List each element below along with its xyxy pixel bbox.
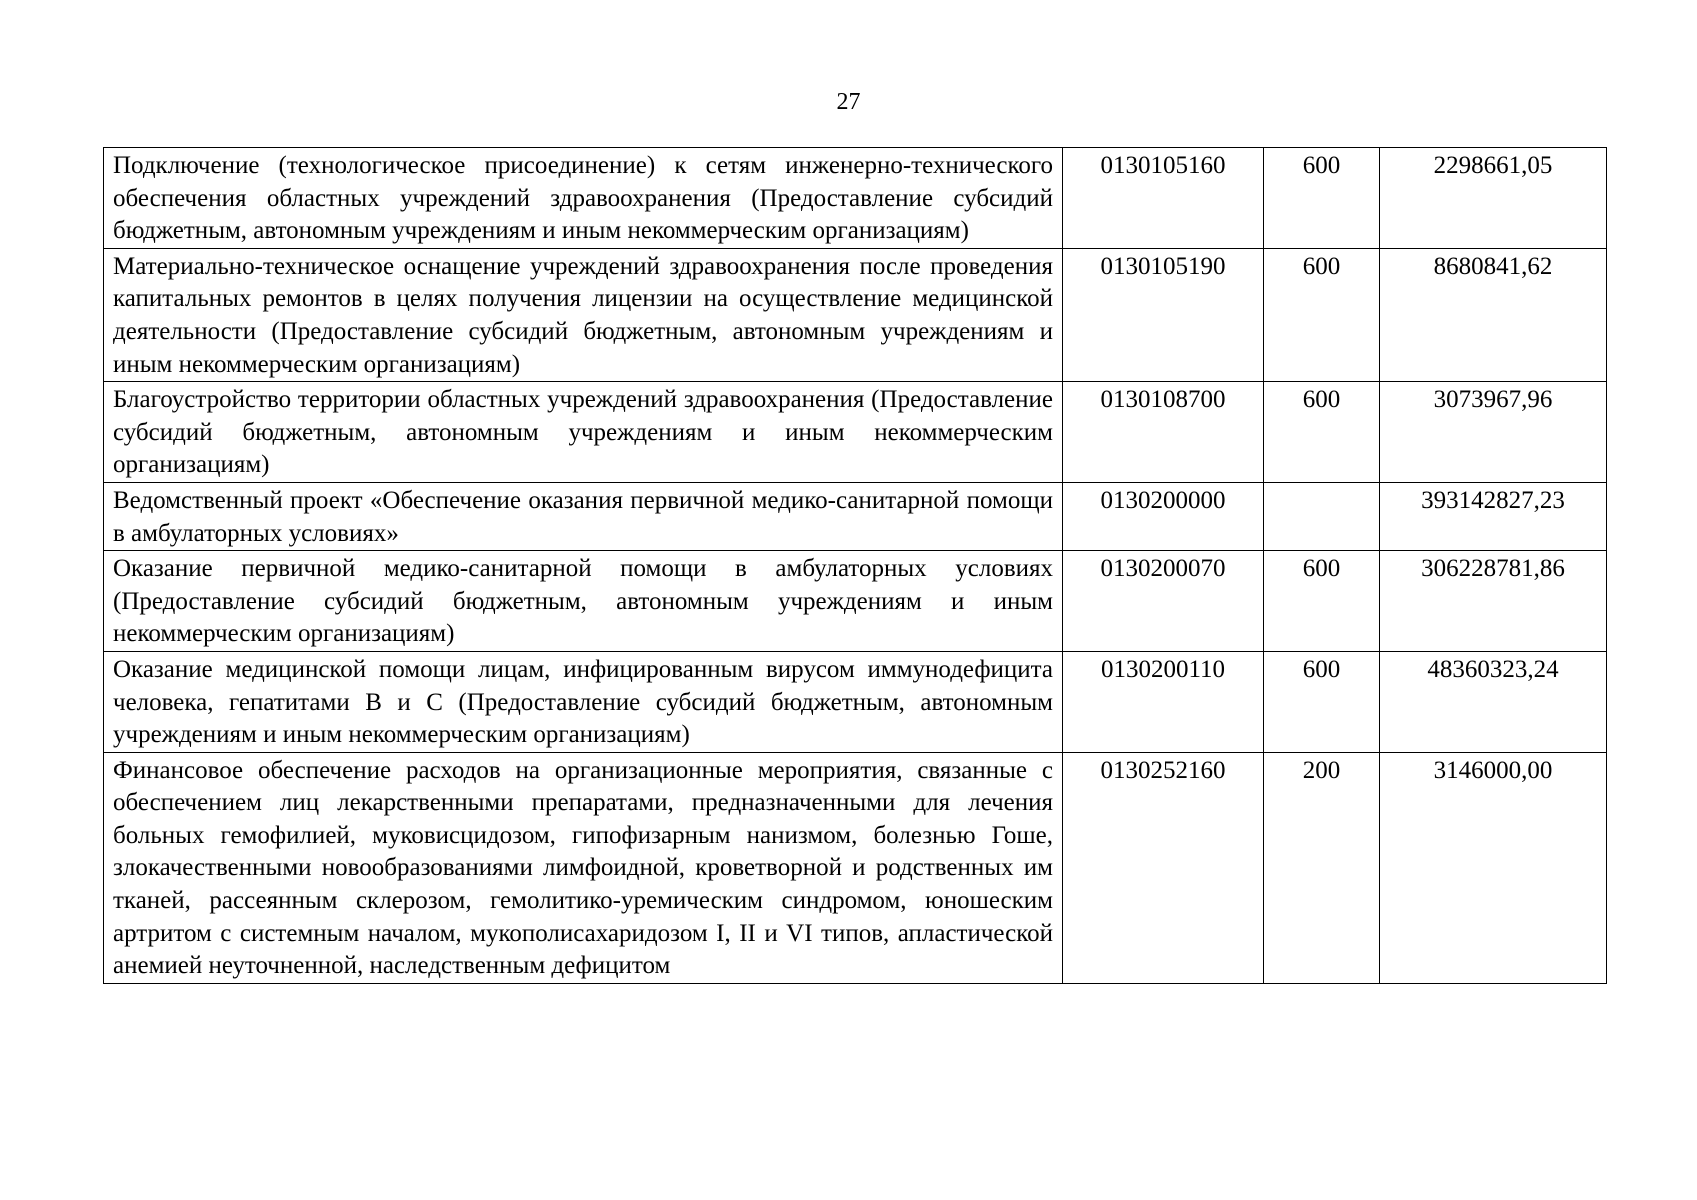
row-type-cell: 600	[1264, 148, 1380, 249]
row-sum-cell: 48360323,24	[1380, 651, 1607, 752]
row-sum-cell: 393142827,23	[1380, 482, 1607, 550]
row-sum-cell: 3073967,96	[1380, 382, 1607, 483]
row-type-cell: 200	[1264, 752, 1380, 983]
row-sum-cell: 8680841,62	[1380, 248, 1607, 381]
row-type-cell: 600	[1264, 651, 1380, 752]
table-row	[104, 482, 1607, 550]
row-code-cell: 0130200000	[1063, 482, 1264, 550]
row-name-cell: Оказание первичной медико-санитарной помощи в амбулаторных условиях (Предоставление субсидий бюджетным, автономным учреждениям и иным некоммерческим организациям)	[104, 551, 1063, 652]
table-row	[104, 651, 1607, 752]
row-type-cell	[1264, 482, 1380, 550]
row-name-cell: Материально-техническое оснащение учреждений здравоохранения после проведения капитальных ремонтов в целях получения лицензии на осуществление медицинской деятельности (Предоставление субсидий бюджетным, автономным учреждениям и иным некоммерческим организациям)	[104, 248, 1063, 381]
row-type-cell: 600	[1264, 248, 1380, 381]
budget-table	[103, 147, 1607, 984]
table-row	[104, 752, 1607, 983]
row-sum-cell: 3146000,00	[1380, 752, 1607, 983]
row-code-cell: 0130105190	[1063, 248, 1264, 381]
row-name-cell: Финансовое обеспечение расходов на организационные мероприятия, связанные с обеспечением лиц лекарственными препаратами, предназначенными для лечения больных гемофилией, муковисцидозом, гипофизарным нанизмом, болезнью Гоше, злокачественными новообразованиями лимфоидной, кроветворной и родственных им тканей, рассеянным склерозом, гемолитико-уремическим синдромом, юношеским артритом с системным началом, мукополисахаридозом I, II и VI типов, апластической анемией неуточненной, наследственным дефицитом	[104, 752, 1063, 983]
row-type-cell: 600	[1264, 551, 1380, 652]
row-code-cell: 0130105160	[1063, 148, 1264, 249]
table-row	[104, 551, 1607, 652]
row-sum-cell: 2298661,05	[1380, 148, 1607, 249]
page-number: 27	[836, 89, 861, 115]
row-name-cell: Оказание медицинской помощи лицам, инфицированным вирусом иммунодефицита человека, гепатитами B и C (Предоставление субсидий бюджетным, автономным учреждениям и иным некоммерческим организациям)	[104, 651, 1063, 752]
row-code-cell: 0130108700	[1063, 382, 1264, 483]
row-code-cell: 0130200110	[1063, 651, 1264, 752]
row-code-cell: 0130252160	[1063, 752, 1264, 983]
row-type-cell: 600	[1264, 382, 1380, 483]
table-row	[104, 248, 1607, 381]
row-code-cell: 0130200070	[1063, 551, 1264, 652]
row-sum-cell: 306228781,86	[1380, 551, 1607, 652]
row-name-cell: Подключение (технологическое присоединение) к сетям инженерно-технического обеспечения областных учреждений здравоохранения (Предоставление субсидий бюджетным, автономным учреждениям и иным некоммерческим организациям)	[104, 148, 1063, 249]
row-name-cell: Благоустройство территории областных учреждений здравоохранения (Предоставление субсидий бюджетным, автономным учреждениям и иным некоммерческим организациям)	[104, 382, 1063, 483]
table-row	[104, 148, 1607, 249]
row-name-cell: Ведомственный проект «Обеспечение оказания первичной медико-санитарной помощи в амбулаторных условиях»	[104, 482, 1063, 550]
table-row	[104, 382, 1607, 483]
